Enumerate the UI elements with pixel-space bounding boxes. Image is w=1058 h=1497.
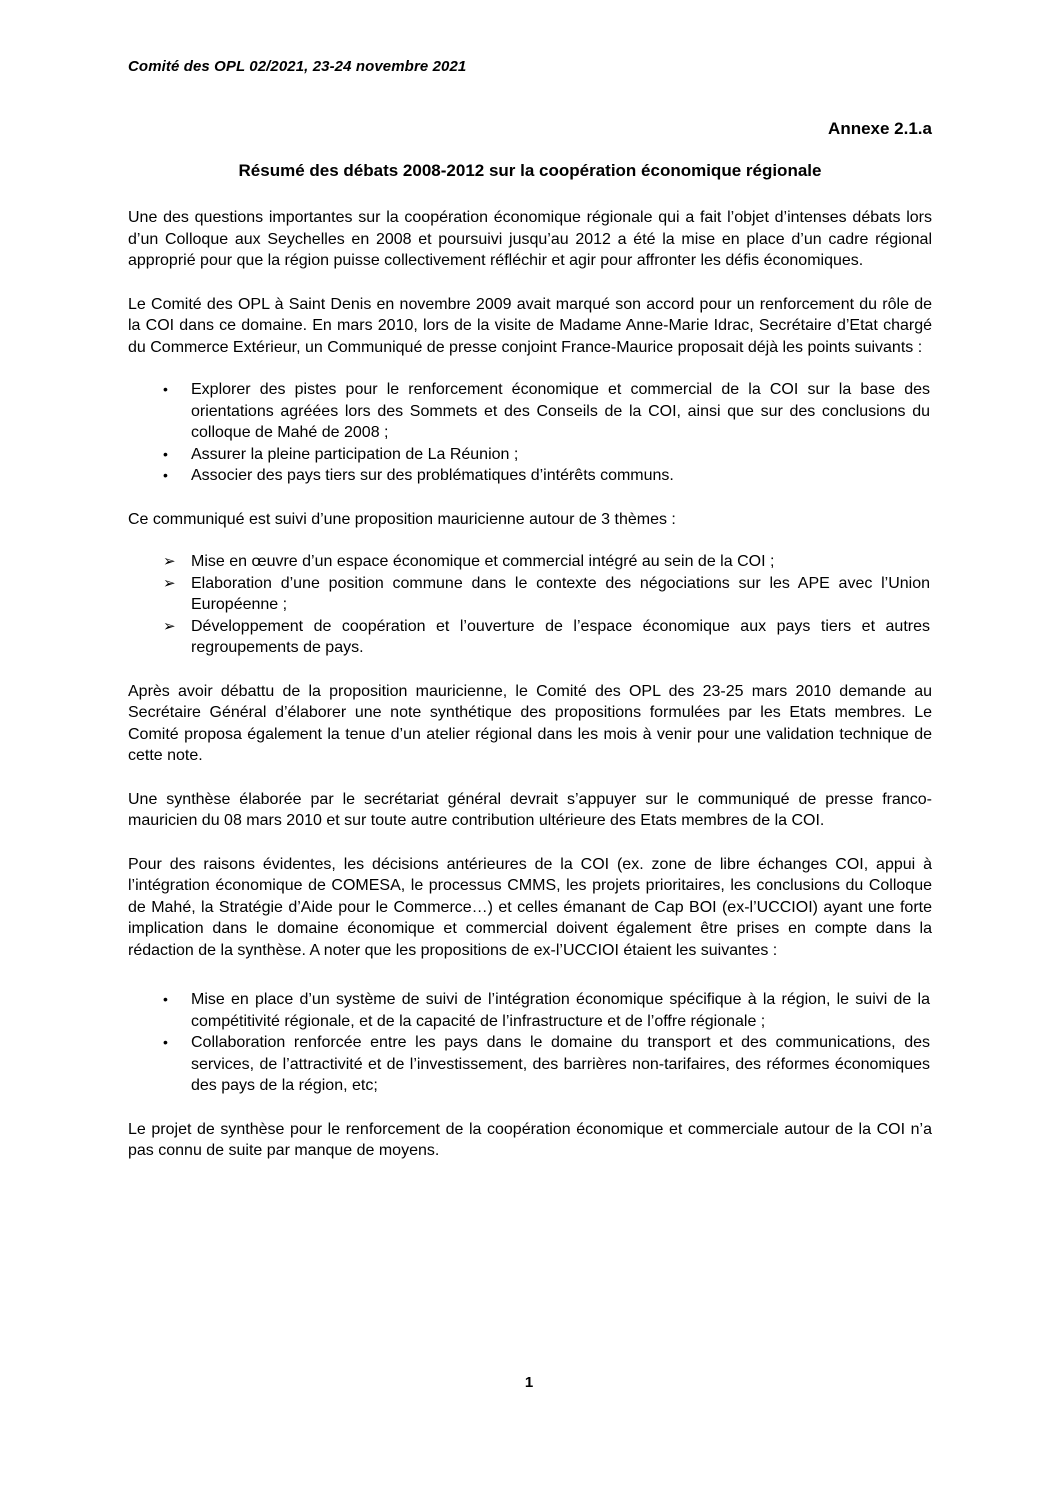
list-item [128,989,932,1032]
list-item-text: Elaboration d’une position commune dans le contexte des négociations sur les APE avec l’Union Européenne ; [191,574,930,613]
list-item-text: Mise en place d’un système de suivi de l’intégration économique spécifique à la région, le suivi de la compétitivité régionale, et de la capacité de l’infrastructure et de l’offre régionale ; [191,991,930,1030]
list-item-text: Mise en œuvre d’un espace économique et commercial intégré au sein de la COI ; [191,553,775,570]
paragraph-trois-themes: Ce communiqué est suivi d’une proposition mauricienne autour de 3 thèmes : [128,510,676,528]
arrow-bullet-icon: ➢ [163,616,176,635]
arrow-list-themes [128,551,932,659]
paragraph-synthese: Une synthèse élaborée par le secrétariat général devrait s’appuyer sur le communiqué de presse franco-mauricien du 08 mars 2010 et sur toute autre contribution ultérieure des Etats membres de la COI. [128,790,932,829]
list-item-text: Explorer des pistes pour le renforcement économique et commercial de la COI sur la base des orientations agréées lors des Sommets et des Conseils de la COI, ainsi que sur des conclusions du colloque de Mahé de 2008 ; [191,381,930,441]
page-number: 1 [524,1374,534,1391]
document-header: Comité des OPL 02/2021, 23-24 novembre 2021 [128,58,467,75]
annex-label: Annexe 2.1.a [828,119,932,138]
list-item [128,551,932,573]
list-item [128,1032,932,1097]
list-item-text: Développement de coopération et l’ouverture de l’espace économique aux pays tiers et autres regroupements de pays. [191,617,930,656]
paragraph-projet-synthese: Le projet de synthèse pour le renforcement de la coopération économique et commerciale autour de la COI n’a pas connu de suite par manque de moyens. [128,1120,932,1159]
paragraph-intro: Une des questions importantes sur la coopération économique régionale qui a fait l’objet d’intenses débats lors d’un Colloque aux Seychelles en 2008 et poursuivi jusqu’au 2012 a été la mise en place d’un cadre régional approprié pour que la région puisse collectivement réfléchir et agir pour affronter les défis économiques. [128,209,932,269]
bullet-icon: • [163,381,168,397]
list-item [128,444,932,466]
list-item [128,573,932,616]
list-item-text: Associer des pays tiers sur des problématiques d’intérêts communs. [191,467,674,484]
list-item [128,616,932,659]
arrow-bullet-icon: ➢ [163,552,176,570]
bullet-icon: • [163,467,168,483]
list-item [128,465,932,487]
arrow-bullet-icon: ➢ [163,573,176,592]
list-item [128,379,932,444]
list-item-text: Assurer la pleine participation de La Réunion ; [191,445,519,463]
paragraph-comite-opl: Le Comité des OPL à Saint Denis en novembre 2009 avait marqué son accord pour un renforcement du rôle de la COI dans ce domaine. En mars 2010, lors de la visite de Madame Anne-Marie Idrac, Secrétaire d’Etat chargé du Commerce Extérieur, un Communiqué de presse conjoint France-Maurice proposait déjà les points suivants : [128,295,932,356]
bullet-icon: • [163,991,168,1007]
page-title: Résumé des débats 2008-2012 sur la coopération économique régionale [238,161,822,180]
list-item-text: Collaboration renforcée entre les pays dans le domaine du transport et des communications, des services, de l’attractivité et de l’investissement, des barrières non-tarifaires, des réformes économiques des pays de la région, etc; [191,1034,930,1094]
bullet-list-uccioi [128,989,932,1097]
bullet-icon: • [163,445,168,462]
bullet-icon: • [163,1034,168,1050]
paragraph-raisons-evidentes: Pour des raisons évidentes, les décisions antérieures de la COI (ex. zone de libre échanges COI, appui à l’intégration économique de COMESA, le processus CMMS, les projets prioritaires, les conclusions du Colloque de Mahé, la Stratégie d’Aide pour le Commerce…) et celles émanant de Cap BOI (ex-l’UCCIOI) ayant une forte implication dans le domaine économique et commercial doivent également être prises en compte dans la rédaction de la synthèse. A noter que les propositions de ex-l’UCCIOI étaient les suivantes : [128,855,932,959]
bullet-list-communique [128,379,932,487]
paragraph-apres-debat: Après avoir débattu de la proposition mauricienne, le Comité des OPL des 23-25 mars 2010 demande au Secrétaire Général d’élaborer une note synthétique des propositions formulées par les Etats membres. Le Comité proposa également la tenue d’un atelier régional dans les mois à venir pour une validation technique de cette note. [128,682,932,764]
